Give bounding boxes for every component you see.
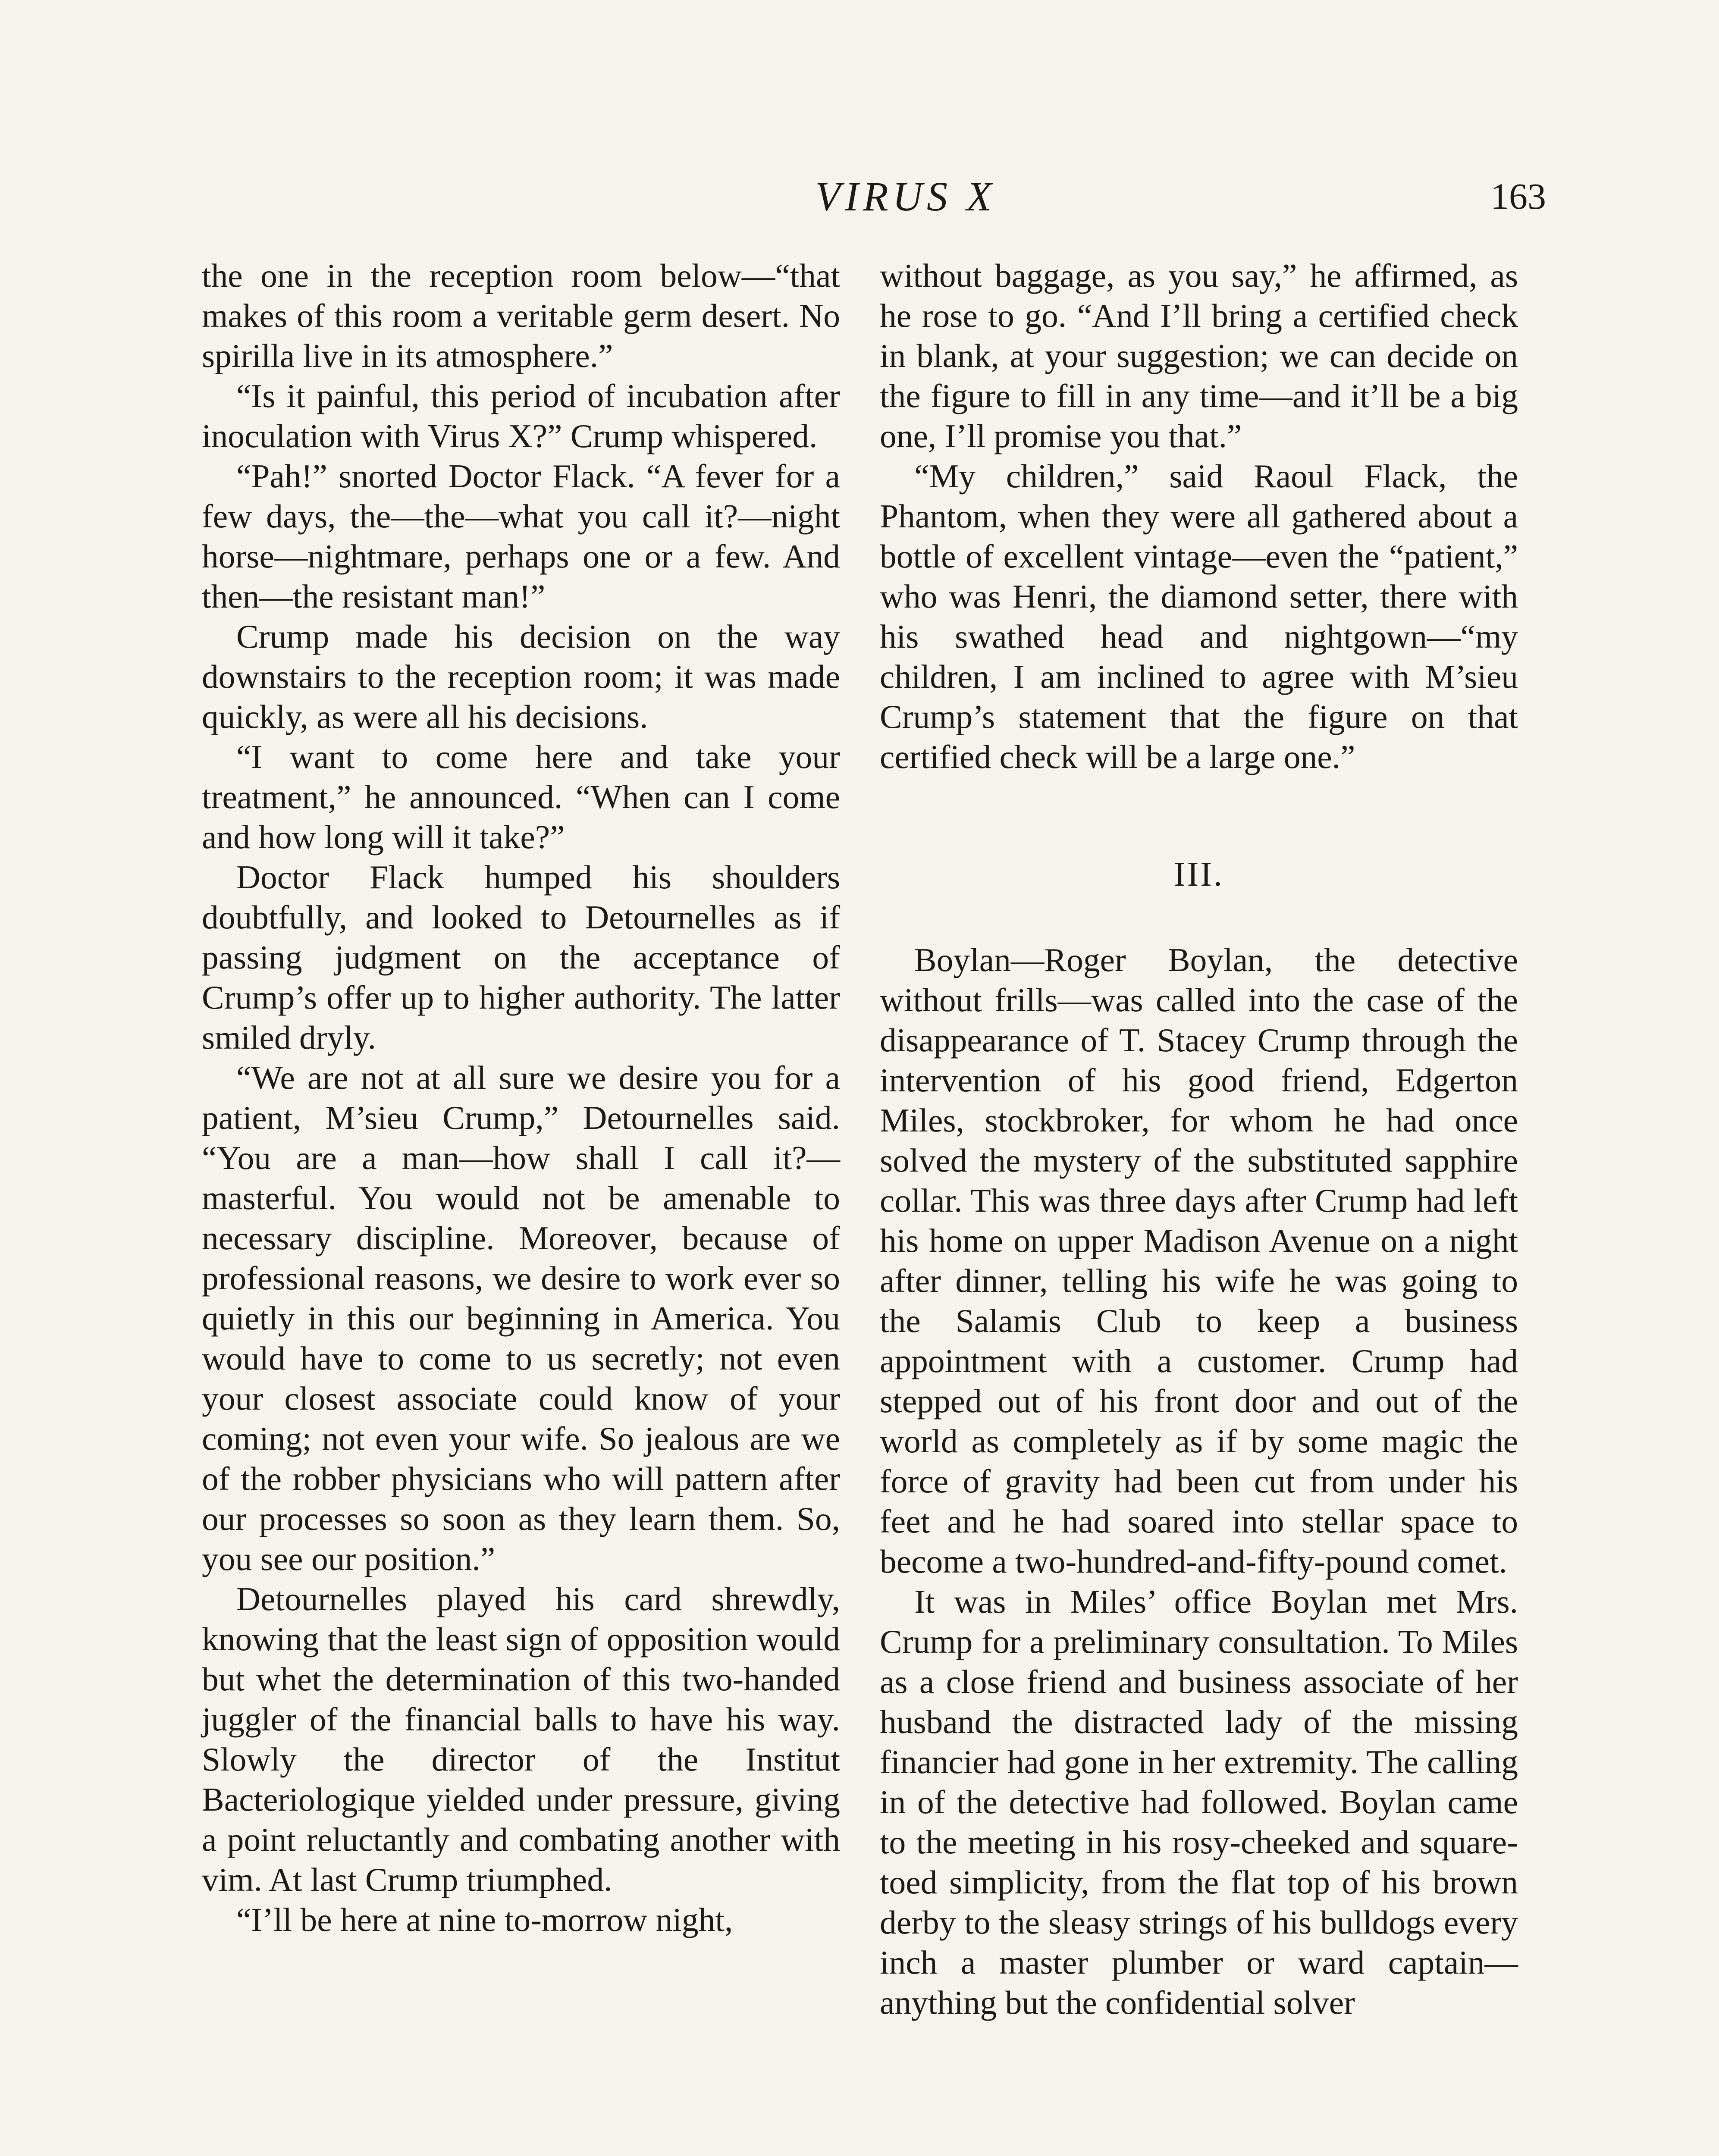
left-text-column: [202, 256, 840, 1940]
paragraph: without baggage, as you say,” he affirmed, as he rose to go. “And I’ll bring a certified check in blank, at your suggestion; we can decide on the figure to fill in any time—and it’ll be a big one, I’ll promise you that.”: [880, 257, 1518, 454]
paragraph: “Is it painful, this period of incubation after inoculation with Virus X?” Crump whispered.: [202, 377, 840, 454]
paragraph: Boylan—Roger Boylan, the detective without frills—was called into the case of the disappearance of T. Stacey Crump through the intervention of his good friend, Edgerton Miles, stockbroker, for whom he had once solved the mystery of the substituted sapphire collar. This was three days after Crump had left his home on upper Madison Avenue on a night after dinner, telling his wife he was going to the Salamis Club to keep a business appointment with a customer. Crump had stepped out of his front door and out of the world as completely as if by some magic the force of gravity had been cut from under his feet and he had soared into stellar space to become a two-hundred-and-fifty-pound comet.: [880, 941, 1518, 1580]
paragraph: the one in the reception room below—“that makes of this room a veritable germ desert. No spirilla live in its atmosphere.”: [202, 257, 840, 374]
right-text-column: [880, 256, 1518, 2023]
paragraph: It was in Miles’ office Boylan met Mrs. Crump for a preliminary consultation. To Miles as a close friend and business associate of her husband the distracted lady of the missing financier had gone in her extremity. The calling in of the detective had followed. Boylan came to the meeting in his rosy-cheeked and square-toed simplicity, from the flat top of his brown derby to the sleasy strings of his bulldogs every inch a master plumber or ward captain—anything but the confidential solver: [880, 1583, 1518, 2021]
paragraph: “We are not at all sure we desire you for a patient, M’sieu Crump,” Detournelles said. “You are a man—how shall I call it?—masterful. You would not be amenable to necessary discipline. Moreover, because of professional reasons, we desire to work ever so quietly in this our beginning in America. You would have to come to us secretly; not even your closest associate could know of your coming; not even your wife. So jealous are we of the robber physicians who will pattern after our processes so soon as they learn them. So, you see our position.”: [202, 1059, 840, 1577]
page-number: 163: [1490, 175, 1546, 217]
paragraph: “My children,” said Raoul Flack, the Phantom, when they were all gathered about a bottle of excellent vintage—even the “patient,” who was Henri, the diamond setter, there with his swathed head and nightgown—“my children, I am inclined to agree with M’sieu Crump’s statement that the figure on that certified check will be a large one.”: [880, 458, 1518, 775]
section-heading: III.: [1174, 856, 1224, 893]
paragraph: “I’ll be here at nine to-morrow night,: [236, 1901, 733, 1938]
paragraph: Doctor Flack humped his shoulders doubtfully, and looked to Detournelles as if passing judgment on the acceptance of Crump’s offer up to higher authority. The latter smiled dryly.: [202, 859, 840, 1056]
paragraph: Crump made his decision on the way downstairs to the reception room; it was made quickly, as were all his decisions.: [202, 618, 840, 735]
paragraph: “I want to come here and take your treatment,” he announced. “When can I come and how long will it take?”: [202, 738, 840, 856]
paragraph: Detournelles played his card shrewdly, knowing that the least sign of opposition would but whet the determination of this two-handed juggler of the financial balls to have his way. Slowly the director of the Institut Bacteriologique yielded under pressure, giving a point reluctantly and combating another with vim. At last Crump triumphed.: [202, 1580, 840, 1898]
paragraph: “Pah!” snorted Doctor Flack. “A fever for a few days, the—the—what you call it?—night horse—nightmare, perhaps one or a few. And then—the resistant man!”: [202, 458, 840, 615]
running-head-title: VIRUS X: [815, 173, 996, 219]
